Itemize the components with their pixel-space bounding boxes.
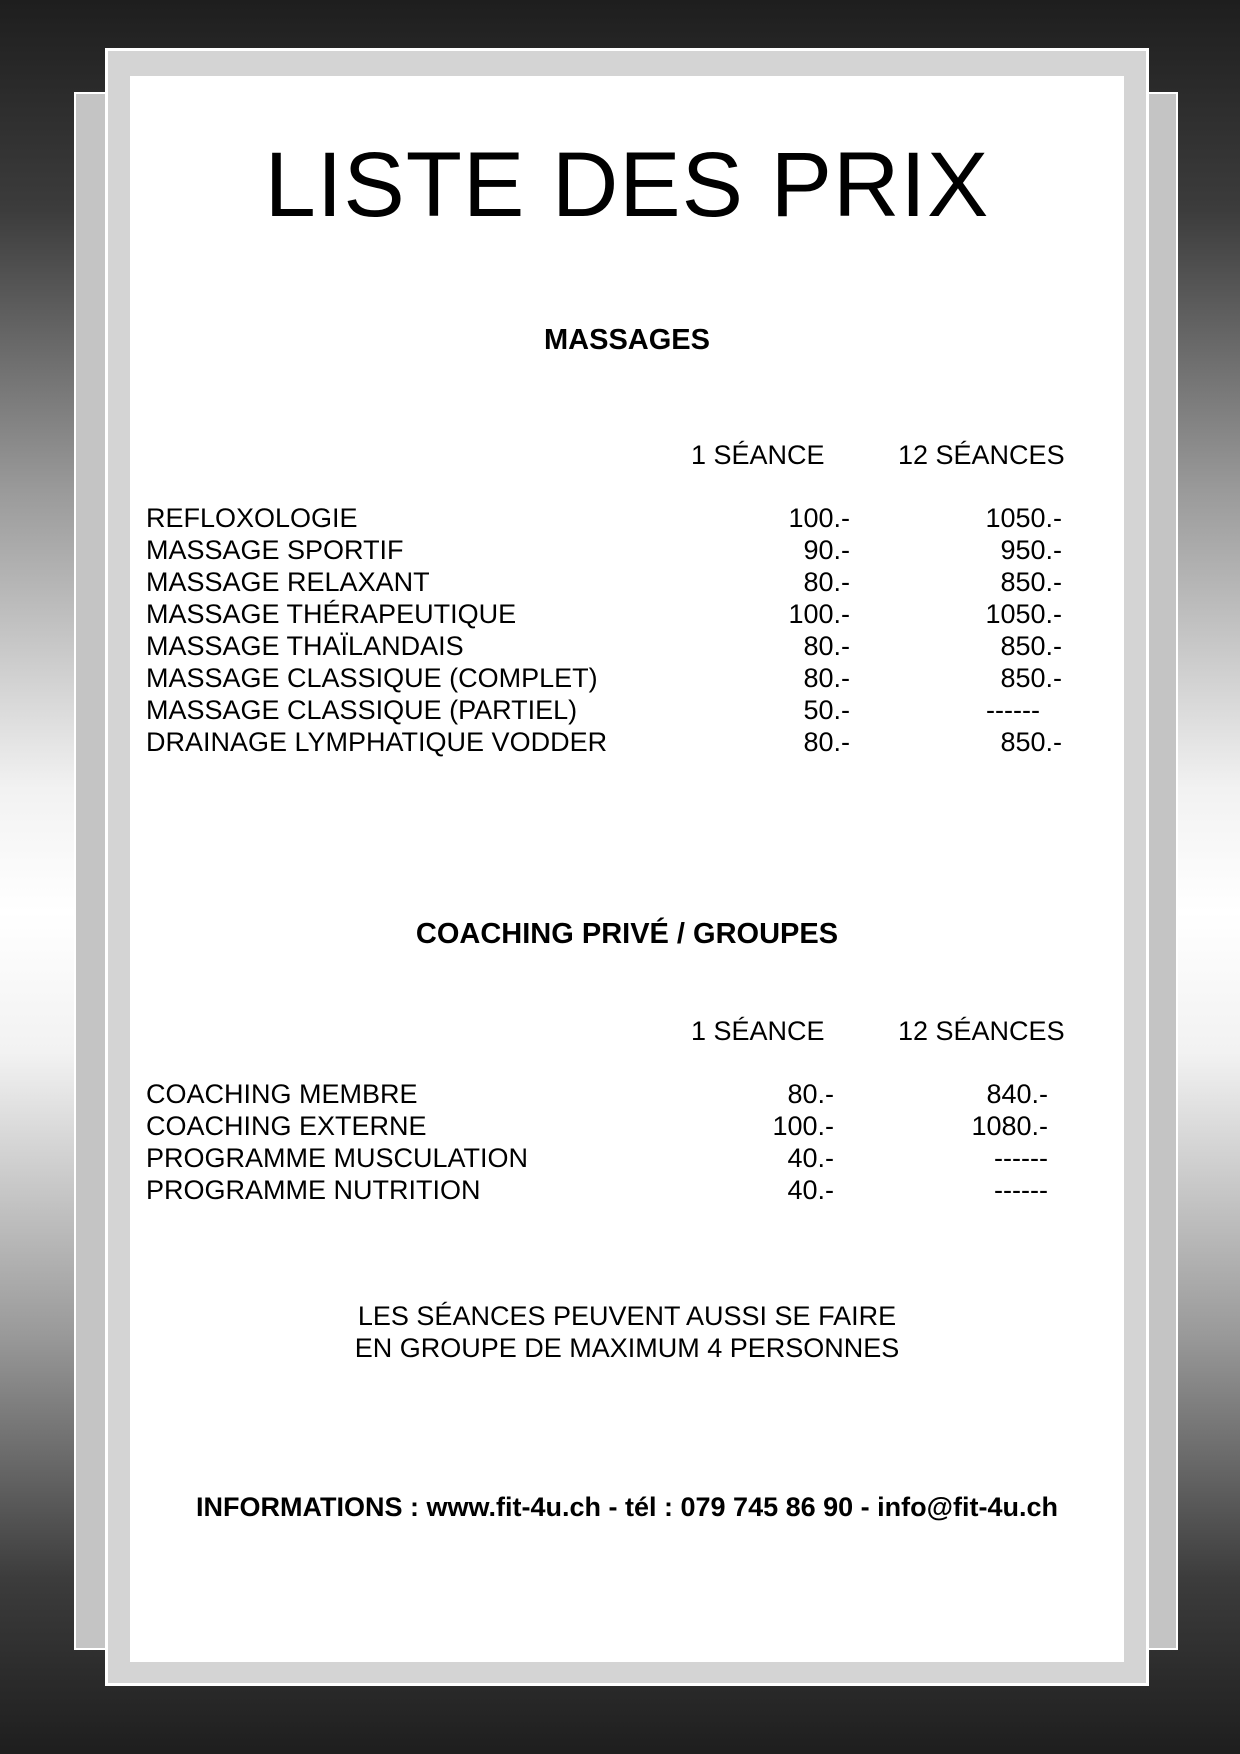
coaching-col-twelve: 12 SÉANCES [898, 1016, 1065, 1046]
price-twelve: 850.- [1000, 631, 1062, 661]
price-row [146, 1110, 1106, 1142]
price-single: 40.- [787, 1143, 834, 1173]
price-row [146, 662, 1106, 694]
price-row [146, 1078, 1106, 1110]
price-row [146, 1142, 1106, 1174]
price-twelve: 840.- [986, 1079, 1048, 1109]
price-twelve: 850.- [1000, 727, 1062, 757]
price-single: 80.- [787, 1079, 834, 1109]
price-twelve: ------ [994, 1143, 1048, 1173]
group-note-line-2: EN GROUPE DE MAXIMUM 4 PERSONNES [354, 1333, 900, 1363]
service-name: DRAINAGE LYMPHATIQUE VODDER [146, 727, 608, 757]
massages-heading: MASSAGES [544, 324, 710, 356]
service-name: REFLOXOLOGIE [146, 503, 358, 533]
service-name: PROGRAMME NUTRITION [146, 1175, 481, 1205]
price-row [146, 694, 1106, 726]
price-sheet [130, 76, 1124, 1662]
service-name: MASSAGE CLASSIQUE (PARTIEL) [146, 695, 578, 725]
group-note [130, 1300, 1124, 1364]
contact-info: INFORMATIONS : www.fit-4u.ch - tél : 079 745 86 90 - info@fit-4u.ch [196, 1492, 1058, 1522]
price-twelve: 850.- [1000, 663, 1062, 693]
price-twelve: 1050.- [985, 503, 1062, 533]
coaching-col-single: 1 SÉANCE [691, 1016, 825, 1046]
price-single: 80.- [803, 663, 850, 693]
coaching-heading: COACHING PRIVÉ / GROUPES [415, 918, 839, 950]
price-row [146, 726, 1106, 758]
price-row [146, 598, 1106, 630]
price-single: 100.- [772, 1111, 834, 1141]
price-single: 50.- [803, 695, 850, 725]
price-twelve: 850.- [1000, 567, 1062, 597]
price-twelve: 950.- [1000, 535, 1062, 565]
price-single: 80.- [803, 631, 850, 661]
price-twelve: 1050.- [985, 599, 1062, 629]
service-name: PROGRAMME MUSCULATION [146, 1143, 529, 1173]
service-name: COACHING MEMBRE [146, 1079, 418, 1109]
massages-col-single: 1 SÉANCE [691, 440, 825, 470]
service-name: MASSAGE THAÏLANDAIS [146, 631, 464, 661]
price-row [146, 1174, 1106, 1206]
price-twelve: ------ [994, 1175, 1048, 1205]
price-single: 80.- [803, 727, 850, 757]
price-row [146, 566, 1106, 598]
group-note-line-1: LES SÉANCES PEUVENT AUSSI SE FAIRE [357, 1301, 897, 1331]
price-single: 100.- [788, 599, 850, 629]
price-twelve: 1080.- [971, 1111, 1048, 1141]
price-single: 40.- [787, 1175, 834, 1205]
service-name: MASSAGE CLASSIQUE (COMPLET) [146, 663, 598, 693]
price-single: 100.- [788, 503, 850, 533]
service-name: MASSAGE THÉRAPEUTIQUE [146, 599, 517, 629]
price-row [146, 630, 1106, 662]
price-twelve: ------ [986, 695, 1040, 725]
price-single: 90.- [803, 535, 850, 565]
price-single: 80.- [803, 567, 850, 597]
price-row [146, 534, 1106, 566]
page-title: LISTE DES PRIX [264, 134, 990, 236]
price-row [146, 502, 1106, 534]
service-name: COACHING EXTERNE [146, 1111, 427, 1141]
massages-col-twelve: 12 SÉANCES [898, 440, 1065, 470]
service-name: MASSAGE SPORTIF [146, 535, 404, 565]
service-name: MASSAGE RELAXANT [146, 567, 430, 597]
